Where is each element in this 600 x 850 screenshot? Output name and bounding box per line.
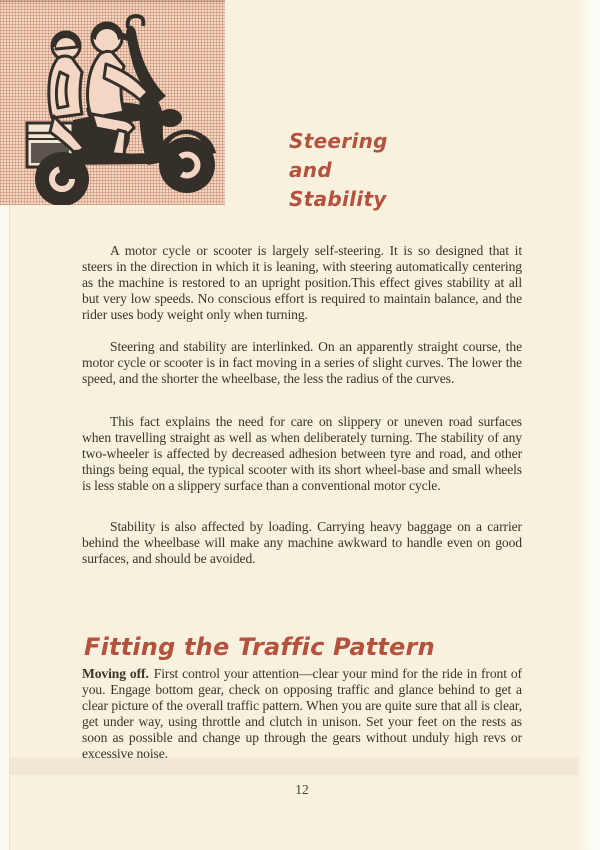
page-number: 12 xyxy=(295,782,309,797)
rear-wheel-icon xyxy=(35,152,89,205)
section-heading: Fitting the Traffic Pattern xyxy=(84,633,435,661)
scooter-riders-drawing xyxy=(0,2,225,205)
chapter-title-line2: and xyxy=(289,158,332,182)
print-showthrough-band xyxy=(9,757,579,775)
moving-off-lead: Moving off. xyxy=(82,666,149,681)
chapter-title-line3: Stability xyxy=(289,187,387,211)
scan-edge-left xyxy=(0,205,10,850)
scan-edge-right xyxy=(576,0,600,850)
front-wheel-icon xyxy=(159,137,215,193)
paragraph-self-steering: A motor cycle or scooter is largely self-steering. It is so designed that it steers in the direction in which it is leaning, with steering automatically centering as the machine is restored to an upright position.This effect gives stability at all but very low speeds. No conscious effort is required to maintain balance, and the rider uses body weight only when turning. xyxy=(82,243,522,322)
paragraph-moving-off xyxy=(82,666,522,762)
moving-off-text: First control your attention—clear your mind for the ride in front of you. Engage bottom gear, check on opposing traffic and glance behind to get a clear picture of the overall traffic pattern. When you are quite sure that all is clear, get under way, using throttle and clutch in unison. Set your feet on the rests as soon as possible and change up through the gears without unduly high revs or excessive noise. xyxy=(82,666,522,761)
paragraph-slippery-surfaces: This fact explains the need for care on slippery or uneven road surfaces when travelling straight as well as when deliberately turning. The stability of any two-wheeler is affected by decreased adhesion between tyre and road, and other things being equal, the typical scooter with its short wheel-base and small wheels is less stable on a slippery surface than a conventional motor cycle. xyxy=(82,414,522,493)
chapter-title-line1: Steering xyxy=(289,129,388,153)
chapter-title xyxy=(289,127,388,214)
scooter-illustration xyxy=(0,0,225,205)
paragraph-loading: Stability is also affected by loading. Carrying heavy baggage on a carrier behind the wheelbase will make any machine awkward to handle even on good surfaces, and should be avoided. xyxy=(82,519,522,566)
paragraph-interlinked: Steering and stability are interlinked. On an apparently straight course, the motor cycle or scooter is in fact moving in a series of slight curves. The lower the speed, and the shorter the wheelbase, the less the radius of the curves. xyxy=(82,339,522,386)
